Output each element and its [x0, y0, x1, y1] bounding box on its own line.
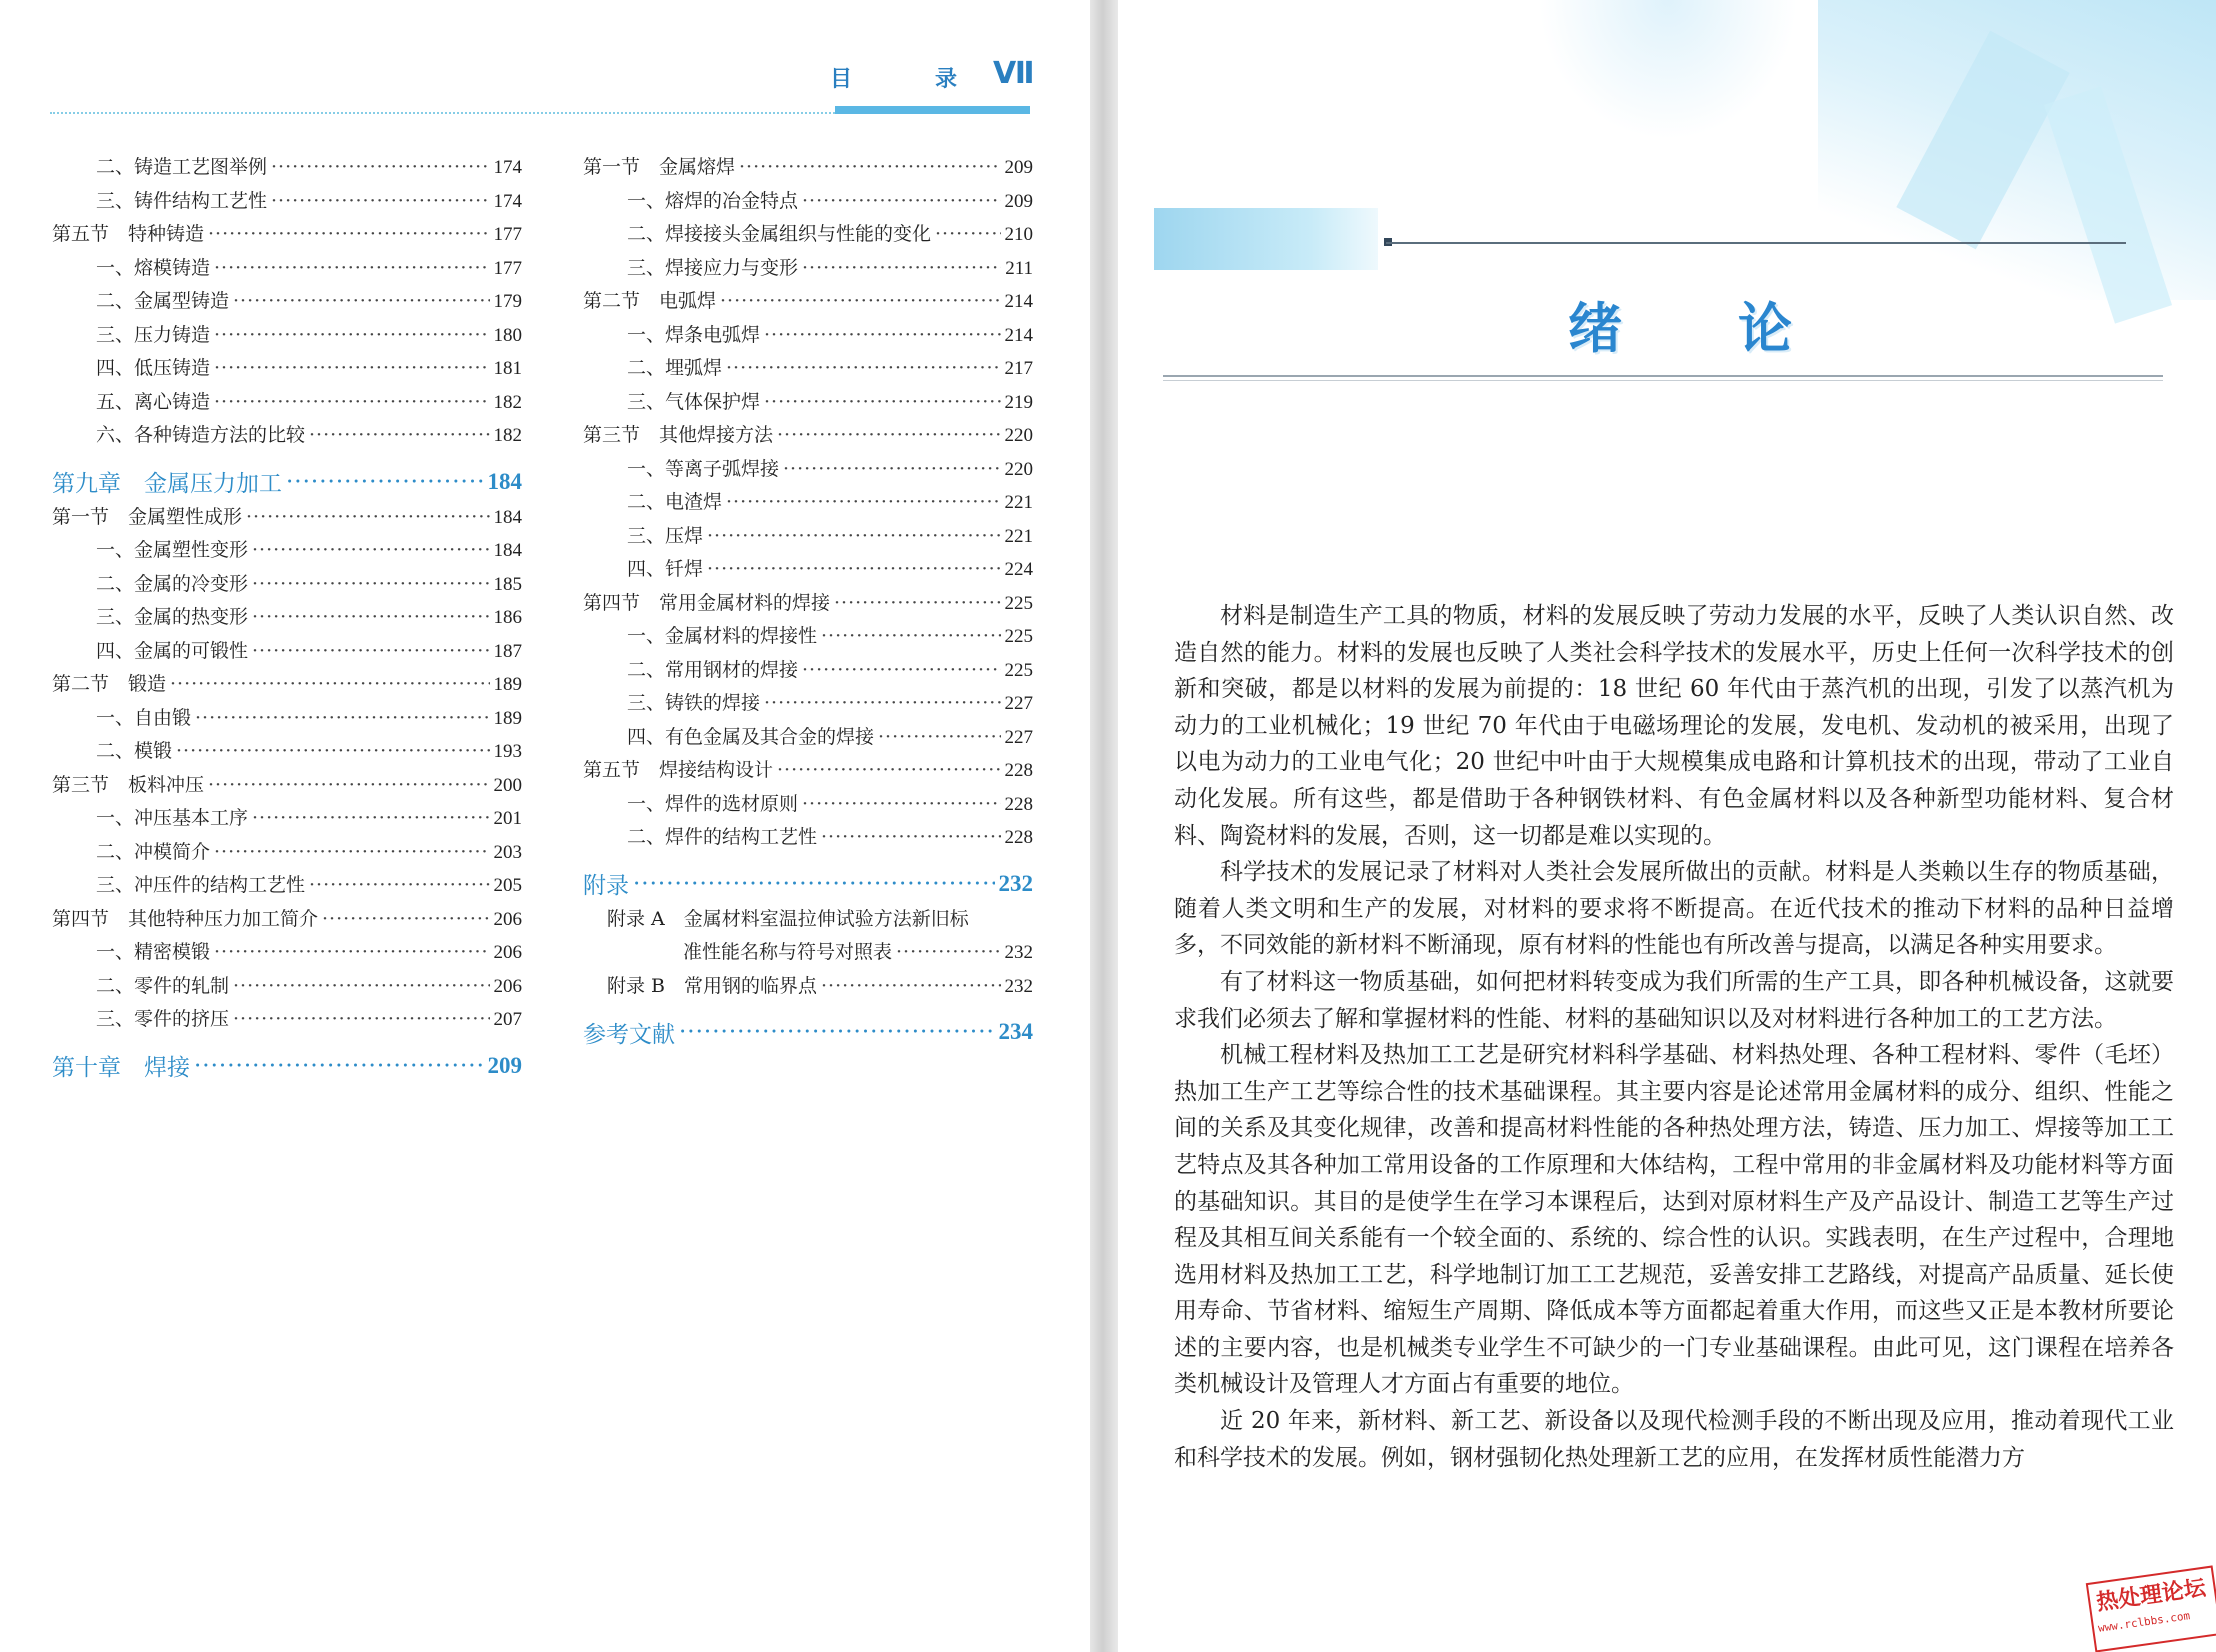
title-color-band [1154, 208, 1378, 270]
toc-entry-title: 三、冲压件的结构工艺性 [96, 874, 306, 896]
toc-entry-title: 六、各种铸造方法的比较 [96, 424, 306, 446]
toc-entry-page: 179 [493, 291, 522, 312]
toc-entry [52, 535, 522, 569]
toc-leader-dots [707, 558, 1000, 580]
toc-entry-title: 第五节 特种铸造 [52, 223, 205, 245]
toc-column-right [583, 152, 1033, 1052]
toc-chapter-entry [52, 1046, 522, 1086]
toc-entry-title: 二、模锻 [96, 740, 173, 762]
right-page [1118, 0, 2216, 1652]
toc-leader-dots [896, 941, 1000, 963]
toc-entry [583, 822, 1033, 856]
toc-leader-dots [271, 190, 489, 212]
toc-leader-dots [252, 606, 489, 628]
toc-entry-title: 第一节 金属熔焊 [583, 156, 736, 178]
toc-entry-page: 185 [493, 573, 522, 595]
toc-leader-dots [208, 223, 489, 245]
toc-entry-page: 207 [493, 1009, 522, 1030]
toc-entry-title: 二、焊件的结构工艺性 [627, 826, 818, 848]
toc-leader-dots [214, 941, 489, 963]
toc-entry-title: 附录 B 常用钢的临界点 [607, 974, 818, 997]
toc-entry-page: 200 [493, 774, 522, 796]
toc-entry [52, 937, 522, 971]
toc-entry-page: 220 [1004, 425, 1033, 446]
toc-entry-title: 二、常用钢材的焊接 [627, 658, 799, 681]
toc-entry [583, 253, 1033, 287]
chapter-title-char: 论 [1738, 297, 1792, 360]
toc-entry-title: 第九章 金属压力加工 [52, 471, 282, 497]
toc-entry [583, 904, 1033, 938]
toc-entry-title: 第二节 电弧焊 [583, 290, 717, 312]
toc-entry [52, 870, 522, 904]
toc-entry-title: 第五节 焊接结构设计 [583, 759, 774, 781]
toc-leader-dots [176, 740, 489, 762]
toc-leader-dots [246, 506, 489, 528]
toc-leader-dots [764, 391, 1000, 413]
toc-entry-page: 227 [1004, 726, 1033, 748]
toc-leader-dots [821, 975, 1000, 997]
toc-chapter-entry [583, 1012, 1033, 1052]
toc-entry [52, 602, 522, 636]
toc-entry-title: 一、冲压基本工序 [96, 807, 249, 829]
toc-leader-dots [214, 391, 489, 413]
header-label-lu: 录 [935, 66, 960, 92]
toc-entry-page: 225 [1004, 592, 1033, 614]
toc-entry-page: 219 [1004, 391, 1033, 413]
toc-entry-title: 三、压力铸造 [96, 323, 211, 346]
toc-leader-dots [834, 592, 1000, 614]
toc-entry-title: 参考文献 [583, 1021, 675, 1048]
toc-entry [583, 387, 1033, 421]
paragraph: 材料是制造生产工具的物质，材料的发展反映了劳动力发展的水平，反映了人类认识自然、改造自然的能力。材料的发展也反映了人类社会科学技术的发展水平，历史上任何一次科学技术的创新和突破，都是以材料的发展为前提的：18 世纪 60 年代由于蒸汽机的出现，引发了以蒸汽机为动力的工业机械化；19 世纪 70 年代由于电磁场理论的发展，发电机、发动机的被采用，出现了以电为动力的工业电气化；20 世纪中叶由于大规模集成电路和计算机技术的出现，带动了工业自动化发展。所有这些，都是借助于各种钢铁材料、有色金属材料以及各种新型功能材料、复合材料、陶瓷材料的发展，否则，这一切都是难以实现的。 [1174, 603, 2174, 849]
toc-entry-page: 211 [1005, 257, 1033, 279]
toc-leader-dots [233, 290, 489, 312]
toc-entry [52, 152, 522, 186]
toc-entry-page: 206 [493, 942, 522, 963]
toc-leader-dots [208, 774, 489, 796]
toc-entry [52, 353, 522, 387]
book-gutter [1090, 0, 1118, 1652]
toc-entry-page: 209 [487, 1052, 522, 1078]
toc-entry-page: 228 [1004, 827, 1033, 848]
toc-entry-page: 174 [493, 190, 522, 212]
toc-entry-title: 三、气体保护焊 [627, 390, 761, 413]
toc-section-entry [583, 755, 1033, 789]
toc-entry-page: 232 [998, 870, 1033, 896]
toc-entry [583, 937, 1033, 971]
toc-entry-page: 177 [493, 224, 522, 245]
toc-entry [52, 971, 522, 1005]
toc-column-left [52, 152, 522, 1086]
toc-leader-dots [194, 1053, 484, 1079]
toc-entry-title: 三、铸铁的焊接 [627, 692, 761, 714]
toc-entry [52, 636, 522, 670]
toc-entry-page: 227 [1004, 693, 1033, 714]
title-bottom-rule [1163, 375, 2163, 377]
toc-entry-page: 232 [1004, 975, 1033, 997]
toc-chapter-entry [583, 864, 1033, 904]
toc-entry-page: 177 [493, 257, 522, 279]
toc-entry-title: 一、金属塑性变形 [96, 539, 249, 561]
toc-section-entry [52, 770, 522, 804]
toc-entry-page: 214 [1004, 291, 1033, 312]
toc-entry-page: 228 [1004, 760, 1033, 781]
toc-leader-dots [821, 826, 1000, 848]
toc-entry-page: 174 [493, 157, 522, 178]
toc-entry-title: 四、金属的可锻性 [96, 639, 249, 662]
toc-entry-title: 二、金属型铸造 [96, 290, 230, 312]
toc-entry-title: 附录 [583, 873, 629, 899]
toc-section-entry [52, 904, 522, 938]
toc-entry-page: 210 [1004, 224, 1033, 245]
toc-entry-title: 二、焊接接头金属组织与性能的变化 [627, 223, 932, 245]
toc-entry-title: 二、铸造工艺图举例 [96, 156, 268, 178]
header-label-mu: 目 [830, 66, 855, 92]
decorative-glow [1538, 0, 1798, 140]
toc-entry-page: 224 [1004, 559, 1033, 580]
watermark-url: www.rclbbs.com [2097, 1609, 2191, 1635]
toc-entry [583, 454, 1033, 488]
toc-entry [52, 736, 522, 770]
toc-entry-page: 181 [493, 358, 522, 379]
toc-entry [583, 655, 1033, 689]
toc-entry-title: 附录 A 金属材料室温拉伸试验方法新旧标 [607, 907, 969, 930]
toc-leader-dots [802, 257, 1001, 279]
toc-leader-dots [764, 324, 1000, 346]
toc-leader-dots [309, 874, 489, 896]
toc-entry-title: 一、焊条电弧焊 [627, 323, 761, 346]
toc-entry-title: 准性能名称与符号对照表 [607, 941, 893, 963]
toc-entry-title: 三、金属的热变形 [96, 606, 249, 628]
toc-leader-dots [170, 673, 489, 695]
toc-entry-page: 205 [493, 875, 522, 896]
toc-entry [583, 487, 1033, 521]
toc-entry-title: 二、零件的轧制 [96, 974, 230, 997]
toc-entry [583, 554, 1033, 588]
toc-section-entry [583, 588, 1033, 622]
toc-leader-dots [322, 908, 489, 930]
toc-leader-dots [935, 223, 1000, 245]
toc-entry-page: 228 [1004, 793, 1033, 815]
toc-entry-page: 206 [493, 975, 522, 997]
toc-entry [583, 722, 1033, 756]
toc-leader-dots [777, 424, 1000, 446]
toc-section-entry [583, 420, 1033, 454]
toc-entry [583, 621, 1033, 655]
toc-leader-dots [309, 424, 489, 446]
toc-entry-page: 234 [998, 1019, 1033, 1044]
toc-entry-title: 第三节 板料冲压 [52, 773, 205, 796]
toc-entry-title: 一、精密模锻 [96, 941, 211, 963]
toc-leader-dots [214, 357, 489, 379]
toc-entry-title: 第三节 其他焊接方法 [583, 424, 774, 446]
body-text [1174, 598, 2174, 1476]
toc-leader-dots [286, 469, 484, 495]
paragraph: 有了材料这一物质基础，如何把材料转变成为我们所需的生产工具，即各种机械设备，这就要求我们必须去了解和掌握材料的性能、材料的基础知识以及对材料进行各种加工的工艺方法。 [1174, 968, 2174, 1032]
toc-entry-page: 220 [1004, 458, 1033, 480]
title-bottom-rule [1163, 380, 2163, 381]
toc-entry [583, 521, 1033, 555]
toc-entry-title: 二、电渣焊 [627, 491, 723, 513]
toc-entry-title: 一、自由锻 [96, 706, 192, 729]
toc-entry-title: 三、焊接应力与变形 [627, 256, 799, 279]
toc-leader-dots [252, 807, 489, 829]
toc-entry-title: 四、钎焊 [627, 558, 704, 580]
toc-leader-dots [214, 324, 489, 346]
toc-entry-page: 184 [487, 468, 522, 494]
toc-leader-dots [720, 290, 1000, 312]
toc-leader-dots [195, 707, 489, 729]
toc-entry [583, 219, 1033, 253]
toc-entry-title: 五、离心铸造 [96, 390, 211, 413]
toc-entry-title: 一、等离子弧焊接 [627, 457, 780, 480]
toc-entry [52, 186, 522, 220]
toc-entry [52, 703, 522, 737]
toc-entry-page: 225 [1004, 626, 1033, 647]
toc-entry [52, 837, 522, 871]
toc-entry-title: 第四节 其他特种压力加工简介 [52, 907, 319, 930]
toc-entry-page: 221 [1004, 525, 1033, 547]
toc-entry-title: 三、零件的挤压 [96, 1008, 230, 1030]
toc-entry-page: 209 [1004, 190, 1033, 212]
toc-leader-dots [252, 539, 489, 561]
toc-leader-dots [252, 573, 489, 595]
toc-entry-page: 214 [1004, 324, 1033, 346]
chapter-title [1118, 286, 2216, 366]
toc-leader-dots [802, 659, 1000, 681]
toc-entry-title: 一、焊件的选材原则 [627, 792, 799, 815]
toc-entry-page: 203 [493, 841, 522, 863]
toc-entry [583, 353, 1033, 387]
toc-leader-dots [707, 525, 1000, 547]
toc-entry-title: 三、压焊 [627, 524, 704, 547]
toc-leader-dots [233, 975, 489, 997]
header-blue-tab [835, 106, 1030, 114]
toc-entry-page: 189 [493, 707, 522, 729]
toc-leader-dots [878, 726, 1000, 748]
toc-entry-title: 二、埋弧焊 [627, 357, 723, 379]
toc-entry-page: 217 [1004, 358, 1033, 379]
toc-leader-dots [821, 625, 1000, 647]
toc-leader-dots [777, 759, 1000, 781]
toc-leader-dots [252, 640, 489, 662]
toc-entry-page: 184 [493, 540, 522, 561]
toc-entry [52, 1004, 522, 1038]
toc-entry [52, 253, 522, 287]
toc-section-entry [583, 286, 1033, 320]
toc-entry [52, 569, 522, 603]
toc-entry-page: 225 [1004, 659, 1033, 681]
toc-entry-title: 二、金属的冷变形 [96, 572, 249, 595]
toc-leader-dots [214, 841, 489, 863]
paragraph: 近 20 年来，新材料、新工艺、新设备以及现代检测手段的不断出现及应用，推动着现代工业和科学技术的发展。例如，钢材强韧化热处理新工艺的应用，在发挥材质性能潜力方 [1174, 1408, 2174, 1471]
toc-leader-dots [783, 458, 1000, 480]
toc-entry-page: 182 [493, 391, 522, 413]
toc-leader-dots [726, 491, 1000, 513]
toc-section-entry [583, 152, 1033, 186]
toc-leader-dots [802, 793, 1000, 815]
toc-chapter-entry [52, 462, 522, 502]
toc-entry-page: 184 [493, 506, 522, 528]
toc-entry-page: 180 [493, 324, 522, 346]
toc-section-entry [52, 669, 522, 703]
toc-leader-dots [802, 190, 1000, 212]
toc-entry [52, 387, 522, 421]
toc-entry [583, 688, 1033, 722]
toc-entry-title: 一、金属材料的焊接性 [627, 625, 818, 647]
toc-entry-title: 第一节 金属塑性成形 [52, 505, 243, 528]
toc-entry-title: 第十章 焊接 [52, 1055, 190, 1081]
toc-leader-dots [679, 1019, 995, 1045]
toc-entry-title: 三、铸件结构工艺性 [96, 189, 268, 212]
toc-leader-dots [739, 156, 1000, 178]
title-top-rule [1386, 242, 2126, 244]
toc-entry [52, 803, 522, 837]
header-page-number: Ⅶ [993, 56, 1037, 91]
toc-entry [52, 286, 522, 320]
toc-leader-dots [214, 257, 489, 279]
toc-entry-title: 第二节 锻造 [52, 673, 167, 695]
paragraph: 机械工程材料及热加工工艺是研究材料科学基础、材料热处理、各种工程材料、零件（毛坯）热加工生产工艺等综合性的技术基础课程。其主要内容是论述常用金属材料的成分、组织、性能之间的关系及其变化规律，改善和提高材料性能的各种热处理方法，铸造、压力加工、焊接等加工工艺特点及其各种加工常用设备的工作原理和大体结构，工程中常用的非金属材料及功能材料等方面的基础知识。其目的是使学生在学习本课程后，达到对原材料生产及产品设计、制造工艺等生产过程及其相互间关系能有一个较全面的、系统的、综合性的认识。实践表明，在生产过程中，合理地选用材料及热加工工艺，科学地制订加工工艺规范，妥善安排工艺路线，对提高产品质量、延长使用寿命、节省材料、缩短生产周期、降低成本等方面都起着重大作用，而这些又正是本教材所要论述的主要内容，也是机械类专业学生不可缺少的一门专业基础课程。由此可见，这门课程在培养各类机械设计及管理人才方面占有重要的地位。 [1174, 1042, 2174, 1398]
toc-leader-dots [726, 357, 1000, 379]
forum-watermark-stamp [2086, 1565, 2216, 1652]
toc-entry-page: 209 [1004, 157, 1033, 178]
toc-entry-title: 四、低压铸造 [96, 357, 211, 379]
toc-entry [52, 420, 522, 454]
toc-entry-page: 193 [493, 741, 522, 762]
toc-leader-dots [271, 156, 489, 178]
toc-leader-dots [633, 871, 995, 897]
toc-entry [52, 320, 522, 354]
toc-entry-title: 第四节 常用金属材料的焊接 [583, 591, 831, 614]
toc-entry-page: 182 [493, 425, 522, 446]
toc-entry [583, 971, 1033, 1005]
toc-entry-page: 187 [493, 640, 522, 662]
toc-entry-page: 189 [493, 674, 522, 695]
toc-entry-title: 四、有色金属及其合金的焊接 [627, 725, 875, 748]
toc-section-entry [52, 219, 522, 253]
toc-entry-page: 186 [493, 607, 522, 628]
toc-entry-page: 201 [493, 808, 522, 829]
chapter-title-char: 绪 [1568, 297, 1622, 360]
paragraph: 科学技术的发展记录了材料对人类社会发展所做出的贡献。材料是人类赖以生存的物质基础，随着人类文明和生产的发展，对材料的要求将不断提高。在近代技术的推动下材料的品种日益增多，不同效能的新材料不断涌现，原有材料的性能也有所改善与提高，以满足各种实用要求。 [1174, 859, 2174, 959]
toc-entry-page: 232 [1004, 942, 1033, 963]
toc-entry-page: 206 [493, 908, 522, 930]
toc-section-entry [52, 502, 522, 536]
toc-entry [583, 789, 1033, 823]
watermark-title: 热处理论坛 [2094, 1575, 2208, 1616]
toc-leader-dots [764, 692, 1000, 714]
toc-entry-title: 一、熔模铸造 [96, 256, 211, 279]
toc-entry-page: 221 [1004, 492, 1033, 513]
toc-entry-title: 二、冲模简介 [96, 840, 211, 863]
toc-entry [583, 320, 1033, 354]
toc-entry-title: 一、熔焊的冶金特点 [627, 189, 799, 212]
toc-entry [583, 186, 1033, 220]
left-page [0, 0, 1090, 1652]
toc-leader-dots [233, 1008, 489, 1030]
